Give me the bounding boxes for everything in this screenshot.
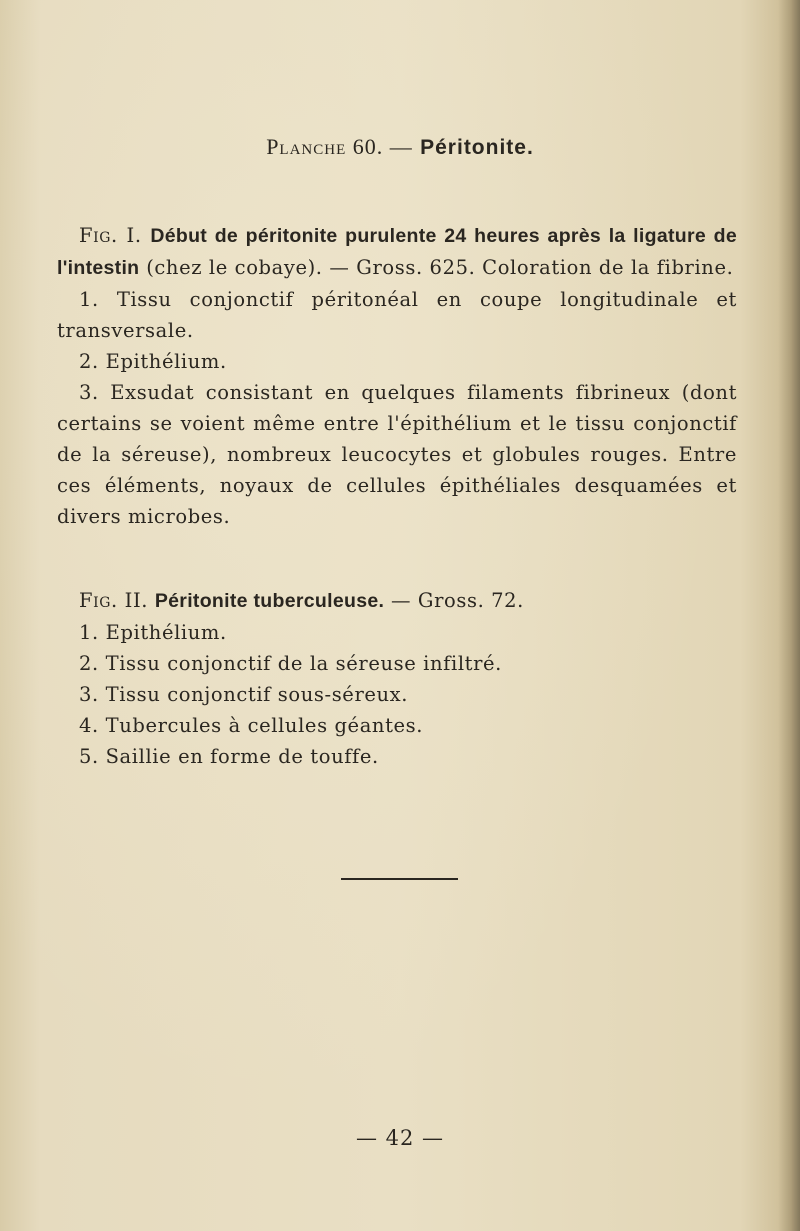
figure-2-title: Péritonite tuberculeuse. — [154, 590, 385, 612]
page-edge-shadow — [778, 0, 800, 1231]
figure-2-item: 5. Saillie en forme de touffe. — [79, 745, 379, 768]
figure-2-caption — [57, 585, 737, 617]
figure-2-item: 4. Tubercules à cellules géantes. — [79, 714, 424, 737]
figure-1-item: 1. Tissu conjonctif péritonéal en coupe longitudinale et transversale. — [57, 288, 737, 342]
separator-rule — [341, 878, 458, 880]
plate-label: Planche 60. — — [266, 134, 413, 159]
plate-title: Péritonite. — [420, 136, 534, 159]
figure-1-label: Fig. I. — [79, 224, 142, 247]
figure-2-item: 2. Tissu conjonctif de la séreuse infiltré. — [79, 652, 502, 675]
plate-header — [0, 134, 800, 160]
figure-1-section — [57, 220, 737, 532]
figure-1-item: 3. Exsudat consistant en quelques filaments fibrineux (dont certains se voient même entre l'épithélium et le tissu conjonctif de la séreuse), nombreux leucocytes et globules rouges. Entre ces éléments, noyaux de cellules épithéliales desquamées et divers microbes. — [57, 381, 737, 528]
figure-1-caption — [57, 220, 737, 284]
page-number: — 42 — — [355, 1126, 445, 1150]
figure-2-item: 1. Epithélium. — [79, 621, 227, 644]
figure-2-item: 3. Tissu conjonctif sous-séreux. — [79, 683, 409, 706]
figure-2-label: Fig. II. — [79, 589, 149, 612]
figure-2-section — [57, 585, 737, 772]
figure-1-details: (chez le cobaye). — Gross. 625. Coloration de la fibrine. — [146, 256, 734, 279]
figure-1-item: 2. Epithélium. — [79, 350, 227, 373]
figure-2-details: — Gross. 72. — [391, 589, 524, 612]
figure-1-title: Début de péritonite purulente 24 heures après la ligature de l'intestin — [57, 225, 737, 279]
